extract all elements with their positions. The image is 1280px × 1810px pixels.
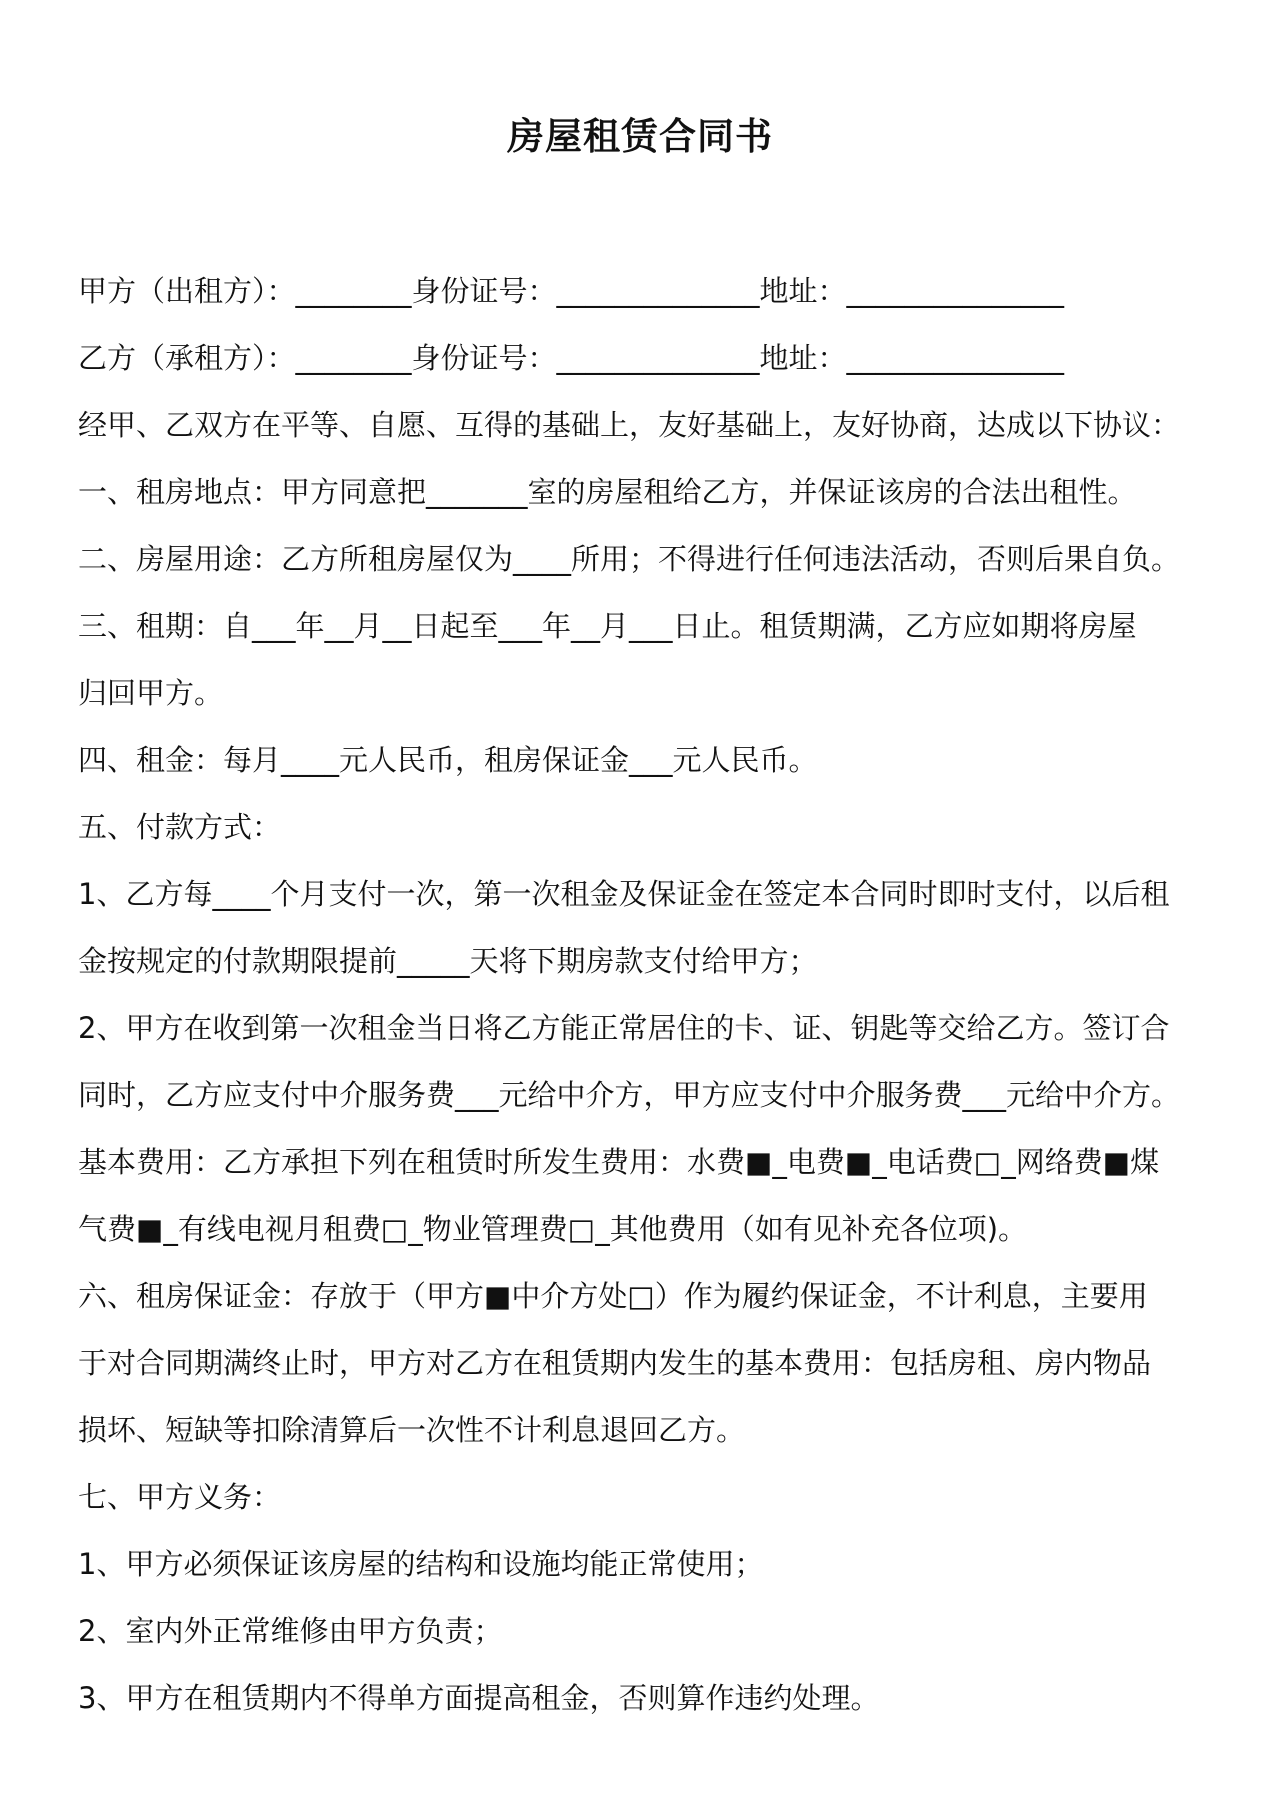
clause-3-term: 三、租期：自___年__月__日起至___年__月___日止。租赁期满，乙方应如期将房屋 [78, 609, 1137, 643]
basic-fees-line-cont: 气费■_有线电视月租费□_物业管理费□_其他费用（如有见补充各位项)。 [78, 1212, 1028, 1246]
clause-5-item-2-cont: 同时，乙方应支付中介服务费___元给中介方，甲方应支付中介服务费___元给中介方。 [78, 1078, 1181, 1112]
clause-1-location: 一、租房地点：甲方同意把_______室的房屋租给乙方，并保证该房的合法出租性。 [78, 475, 1137, 509]
clause-7-heading: 七、甲方义务： [78, 1480, 282, 1514]
clause-7-item-1: 1、甲方必须保证该房屋的结构和设施均能正常使用； [78, 1547, 764, 1581]
clause-4-rent: 四、租金：每月____元人民币，租房保证金___元人民币。 [78, 743, 818, 777]
clause-2-usage: 二、房屋用途：乙方所租房屋仅为____所用；不得进行任何违法活动，否则后果自负。 [78, 542, 1181, 576]
clause-6-deposit: 六、租房保证金：存放于（甲方■中介方处□）作为履约保证金，不计利息，主要用 [78, 1279, 1148, 1313]
preamble-line: 经甲、乙双方在平等、自愿、互得的基础上，友好基础上，友好协商，达成以下协议： [78, 408, 1181, 442]
clause-5-heading: 五、付款方式： [78, 810, 282, 844]
clause-6-deposit-cont: 于对合同期满终止时，甲方对乙方在租赁期内发生的基本费用：包括房租、房内物品 [78, 1346, 1152, 1380]
document-title: 房屋租赁合同书 [507, 115, 773, 158]
basic-fees-line: 基本费用：乙方承担下列在租赁时所发生费用：水费■_电费■_电话费□_网络费■煤 [78, 1145, 1160, 1179]
clause-3-term-cont: 归回甲方。 [78, 676, 224, 710]
clause-5-item-2: 2、甲方在收到第一次租金当日将乙方能正常居住的卡、证、钥匙等交给乙方。签订合 [78, 1011, 1170, 1045]
landlord-info-line: 甲方（出租方）：________身份证号：______________地址：_______________ [78, 274, 1065, 308]
clause-5-item-1-cont: 金按规定的付款期限提前_____天将下期房款支付给甲方； [78, 944, 818, 978]
tenant-info-line: 乙方（承租方）：________身份证号：______________地址：_______________ [78, 341, 1065, 375]
clause-7-item-2: 2、室内外正常维修由甲方负责； [78, 1614, 503, 1648]
clause-7-item-3: 3、甲方在租赁期内不得单方面提高租金，否则算作违约处理。 [78, 1681, 880, 1715]
contract-body [78, 258, 1213, 1732]
clause-6-deposit-cont-2: 损坏、短缺等扣除清算后一次性不计利息退回乙方。 [78, 1413, 746, 1447]
clause-5-item-1: 1、乙方每____个月支付一次，第一次租金及保证金在签定本合同时即时支付，以后租 [78, 877, 1170, 911]
